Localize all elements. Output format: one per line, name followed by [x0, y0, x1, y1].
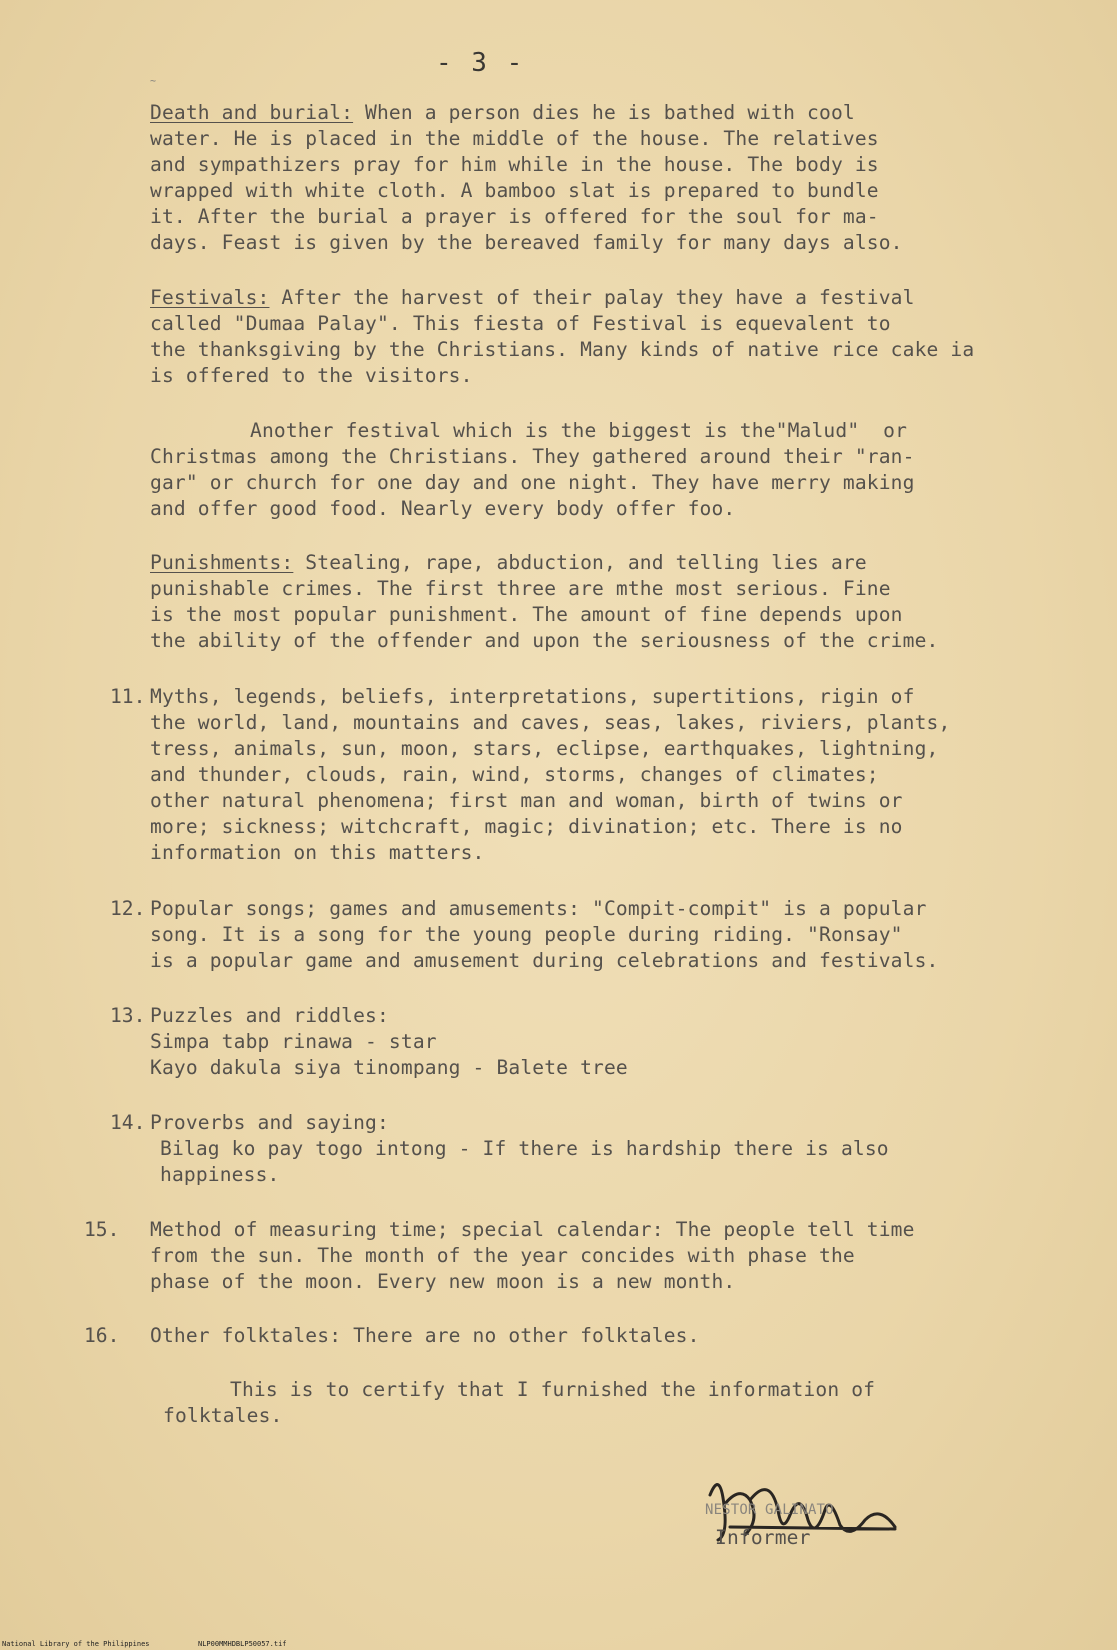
death-line-2: water. He is placed in the middle of the house. The relatives: [150, 127, 879, 150]
item-11-line-5: other natural phenomena; first man and woman, birth of twins or: [150, 789, 903, 812]
item-11-number: 11.: [110, 685, 146, 708]
page-number: - 3 -: [436, 48, 525, 78]
footer-library: National Library of the Philippines: [2, 1640, 150, 1648]
festivals-para2-line-3: gar" or church for one day and one night. They have merry making: [150, 471, 915, 494]
item-15-line-3: phase of the moon. Every new moon is a new month.: [150, 1270, 736, 1293]
punishments-line-2: punishable crimes. The first three are mthe most serious. Fine: [150, 577, 891, 600]
item-15-line-1: Method of measuring time; special calendar: The people tell time: [150, 1218, 915, 1241]
punishments-line-1: Punishments: Stealing, rape, abduction, and telling lies are: [150, 551, 867, 574]
item-11-line-7: information on this matters.: [150, 841, 485, 864]
death-line-4: wrapped with white cloth. A bamboo slat is prepared to bundle: [150, 179, 879, 202]
item-12-number: 12.: [110, 897, 146, 920]
festivals-para2-line-4: and offer good food. Nearly every body offer foo.: [150, 497, 736, 520]
death-line-1: Death and burial: When a person dies he is bathed with cool: [150, 101, 855, 124]
festivals-line-4: is offered to the visitors.: [150, 364, 473, 387]
item-11-line-4: and thunder, clouds, rain, wind, storms, changes of climates;: [150, 763, 879, 786]
festivals-line-1: Festivals: After the harvest of their palay they have a festival: [150, 286, 915, 309]
archive-footer: [0, 1638, 1117, 1650]
festivals-para2-line-1: Another festival which is the biggest is the"Malud" or: [250, 419, 908, 442]
item-14-line-1: Proverbs and saying:: [150, 1111, 389, 1134]
informer-name: NESTOR GALINATO: [705, 1502, 834, 1518]
festivals-heading: Festivals:: [150, 286, 270, 309]
item-11-line-1: Myths, legends, beliefs, interpretations, supertitions, rigin of: [150, 685, 915, 708]
item-11-line-6: more; sickness; witchcraft, magic; divination; etc. There is no: [150, 815, 903, 838]
informer-role: Informer: [715, 1526, 811, 1549]
item-16-number: 16.: [84, 1324, 120, 1347]
death-heading: Death and burial:: [150, 101, 354, 124]
festivals-line-3: the thanksgiving by the Christians. Many kinds of native rice cake ia: [150, 338, 975, 361]
death-line-3: and sympathizers pray for him while in the house. The body is: [150, 153, 879, 176]
item-15-line-2: from the sun. The month of the year concides with phase the: [150, 1244, 855, 1267]
item-15-number: 15.: [84, 1218, 120, 1241]
item-14-line-2: Bilag ko pay togo intong - If there is hardship there is also: [160, 1137, 889, 1160]
item-12-line-3: is a popular game and amusement during celebrations and festivals.: [150, 949, 939, 972]
footer-filename: NLP00MMHDBLP50057.tif: [198, 1640, 287, 1648]
item-13-line-3: Kayo dakula siya tinompang - Balete tree: [150, 1056, 628, 1079]
item-16-line-1: Other folktales: There are no other folktales.: [150, 1324, 700, 1347]
margin-mark: ~: [150, 76, 157, 87]
item-11-line-3: tress, animals, sun, moon, stars, eclipse, earthquakes, lightning,: [150, 737, 939, 760]
item-12-line-1: Popular songs; games and amusements: "Compit-compit" is a popular: [150, 897, 927, 920]
death-line-6: days. Feast is given by the bereaved family for many days also.: [150, 231, 903, 254]
festivals-line-2: called "Dumaa Palay". This fiesta of Festival is equevalent to: [150, 312, 891, 335]
punishments-line-3: is the most popular punishment. The amount of fine depends upon: [150, 603, 903, 626]
item-12-line-2: song. It is a song for the young people during riding. "Ronsay": [150, 923, 903, 946]
item-13-number: 13.: [110, 1004, 146, 1027]
item-14-number: 14.: [110, 1111, 146, 1134]
punishments-heading: Punishments:: [150, 551, 294, 574]
item-14-line-3: happiness.: [160, 1163, 280, 1186]
item-13-line-2: Simpa tabp rinawa - star: [150, 1030, 437, 1053]
certify-line-2: folktales.: [163, 1404, 283, 1427]
death-line-5: it. After the burial a prayer is offered for the soul for ma-: [150, 205, 879, 228]
festivals-para2-line-2: Christmas among the Christians. They gathered around their "ran-: [150, 445, 915, 468]
certify-line-1: This is to certify that I furnished the information of: [230, 1378, 876, 1401]
item-13-line-1: Puzzles and riddles:: [150, 1004, 389, 1027]
item-11-line-2: the world, land, mountains and caves, seas, lakes, riviers, plants,: [150, 711, 951, 734]
punishments-line-4: the ability of the offender and upon the seriousness of the crime.: [150, 629, 939, 652]
